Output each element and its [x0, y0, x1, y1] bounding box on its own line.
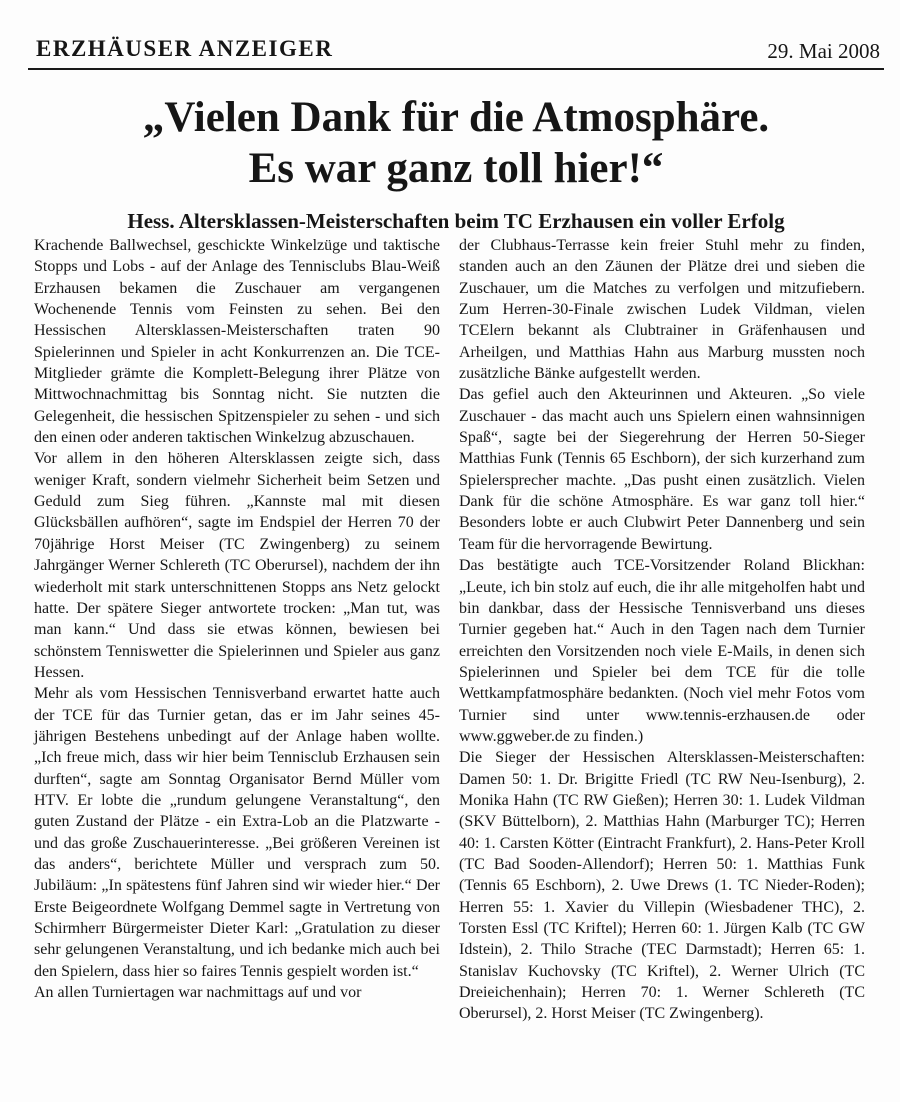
- newspaper-name: ERZHÄUSER ANZEIGER: [36, 36, 334, 61]
- headline: [28, 92, 884, 194]
- article-paragraph: der Clubhaus-Terrasse kein freier Stuhl mehr zu finden, standen auch an den Zäunen der Plätze drei und sieben die Zuschauer, um die Matches zu verfolgen und mitzufiebern. Zum Herren-30-Finale zwischen Ludek Vildman, vielen TCElern bekannt als Clubtrainer in Gräfenhausen und Arheilgen, und Matthias Hahn aus Marburg mussten noch zusätzliche Bänke aufgestellt werden.: [459, 237, 865, 383]
- article-column-right: [459, 235, 865, 1025]
- subheadline: Hess. Altersklassen-Meisterschaften beim TC Erzhausen ein voller Erfolg: [127, 209, 785, 233]
- headline-line-2: Es war ganz toll hier!“: [248, 145, 664, 192]
- masthead: [28, 34, 884, 70]
- article-column-left: [34, 235, 440, 1003]
- headline-line-1: „Vielen Dank für die Atmosphäre.: [142, 94, 770, 141]
- article-paragraph: Die Sieger der Hessischen Altersklassen-Meisterschaften: Damen 50: 1. Dr. Brigitte Friedl (TC RW Neu-Isenburg), 2. Monika Hahn (TC RW Gießen); Herren 30: 1. Ludek Vildman (SKV Büttelborn), 2. Matthias Hahn (Marburger TC); Herren 40: 1. Carsten Kötter (Eintracht Frankfurt), 2. Hans-Peter Kroll (TC Bad Sooden-Allendorf); Herren 50: 1. Matthias Funk (Tennis 65 Eschborn), 2. Uwe Drews (1. TC Nieder-Roden); Herren 55: 1. Xavier du Villepin (Wiesbadener THC), 2. Torsten Essl (TC Kriftel); Herren 60: 1. Jürgen Kalb (TC GW Idstein), 2. Thilo Strache (TEC Darmstadt); Herren 65: 1. Stanislav Kuchovsky (TC Kriftel), 2. Werner Ulrich (TC Dreieichenhain); Herren 70: 1. Werner Schlereth (TC Oberursel), 2. Horst Meiser (TC Zwingenberg).: [459, 749, 865, 1023]
- article-paragraph: Mehr als vom Hessischen Tennisverband erwartet hatte auch der TCE für das Turnier getan, das er im Jahr seines 45-jährigen Bestehens unbedingt auf der Anlage haben wollte. „Ich freue mich, dass wir hier beim Tennisclub Erzhausen sein durften“, sagte am Sonntag Organisator Bernd Müller vom HTV. Er lobte die „rundum gelungene Veranstaltung“, den guten Zustand der Plätze - ein Extra-Lob an die Platzwarte - und das große Zuschauerinteresse. „Bei größeren Vereinen ist das anders“, berichtete Müller und versprach zum 50. Jubiläum: „In spätestens fünf Jahren sind wir wieder hier.“ Der Erste Beigeordnete Wolfgang Demmel sagte in Vertretung von Schirmherr Bürgermeister Dieter Karl: „Gratulation zu dieser sehr gelungenen Veranstaltung, und ich bedanke mich auch bei den Spielern, dass hier so faires Tennis gespielt worden ist.“: [34, 685, 440, 980]
- article-paragraph: An allen Turniertagen war nachmittags auf und vor: [34, 984, 362, 1002]
- article-paragraph: Krachende Ballwechsel, geschickte Winkelzüge und taktische Stopps und Lobs - auf der Anlage des Tennisclubs Blau-Weiß Erzhausen bekamen die Zuschauer am vergangenen Wochenende Tennis vom Feinsten zu sehen. Bei den Hessischen Altersklassen-Meisterschaften traten 90 Spielerinnen und Spieler in acht Konkurrenzen an. Die TCE-Mitglieder grämte die Komplett-Belegung ihrer Plätze von Mittwochnachmittag bis Sonntag nicht. Sie nutzten die Gelegenheit, die hessischen Spitzenspieler zu sehen - und sich den einen oder anderen taktischen Winkelzug abzuschauen.: [34, 237, 440, 447]
- publication-date: 29. Mai 2008: [767, 39, 880, 63]
- article-paragraph: Vor allem in den höheren Altersklassen zeigte sich, dass weniger Kraft, sondern vielmehr Sicherheit beim Setzen und Geduld zum Sieg führen. „Kannste mal mit diesen Glücksbällen aufhören“, sagte im Endspiel der Herren 70 der 70jährige Horst Meiser (TC Zwingenberg) zu seinem Jahrgänger Werner Schlereth (TC Oberursel), nachdem der ihn wiederholt mit stark unterschnittenen Stopps ans Netz gelockt hatte. Der spätere Sieger antwortete trocken: „Man tut, was man kann.“ Und dass sie etwas können, bewiesen bei schönstem Tenniswetter die Spielerinnen und Spieler aus ganz Hessen.: [34, 450, 440, 681]
- article-paragraph: Das bestätigte auch TCE-Vorsitzender Roland Blickhan: „Leute, ich bin stolz auf euch, die ihr alle mitgeholfen habt und bin dankbar, dass der Hessische Tennisverband uns dieses Turnier gegeben hat.“ Auch in den Tagen nach dem Turnier erreichten den Vorsitzenden noch viele E-Mails, in denen sich Spielerinnen und Spieler bei dem TCE für die tolle Wettkampfatmosphäre bedankten. (Noch viel mehr Fotos vom Turnier sind unter www.tennis-erzhausen.de oder www.ggweber.de zu finden.): [459, 557, 865, 745]
- article-paragraph: Das gefiel auch den Akteurinnen und Akteuren. „So viele Zuschauer - das macht auch uns Spielern einen wahnsinnigen Spaß“, sagte bei der Siegerehrung der Herren 50-Sieger Matthias Funk (Tennis 65 Eschborn), der sich kurzerhand zum Spielersprecher machte. „Das pusht einen zusätzlich. Vielen Dank für die schöne Atmosphäre. Es war ganz toll hier.“ Besonders lobte er auch Clubwirt Peter Dannenberg und sein Team für die hervorragende Bewirtung.: [459, 386, 865, 553]
